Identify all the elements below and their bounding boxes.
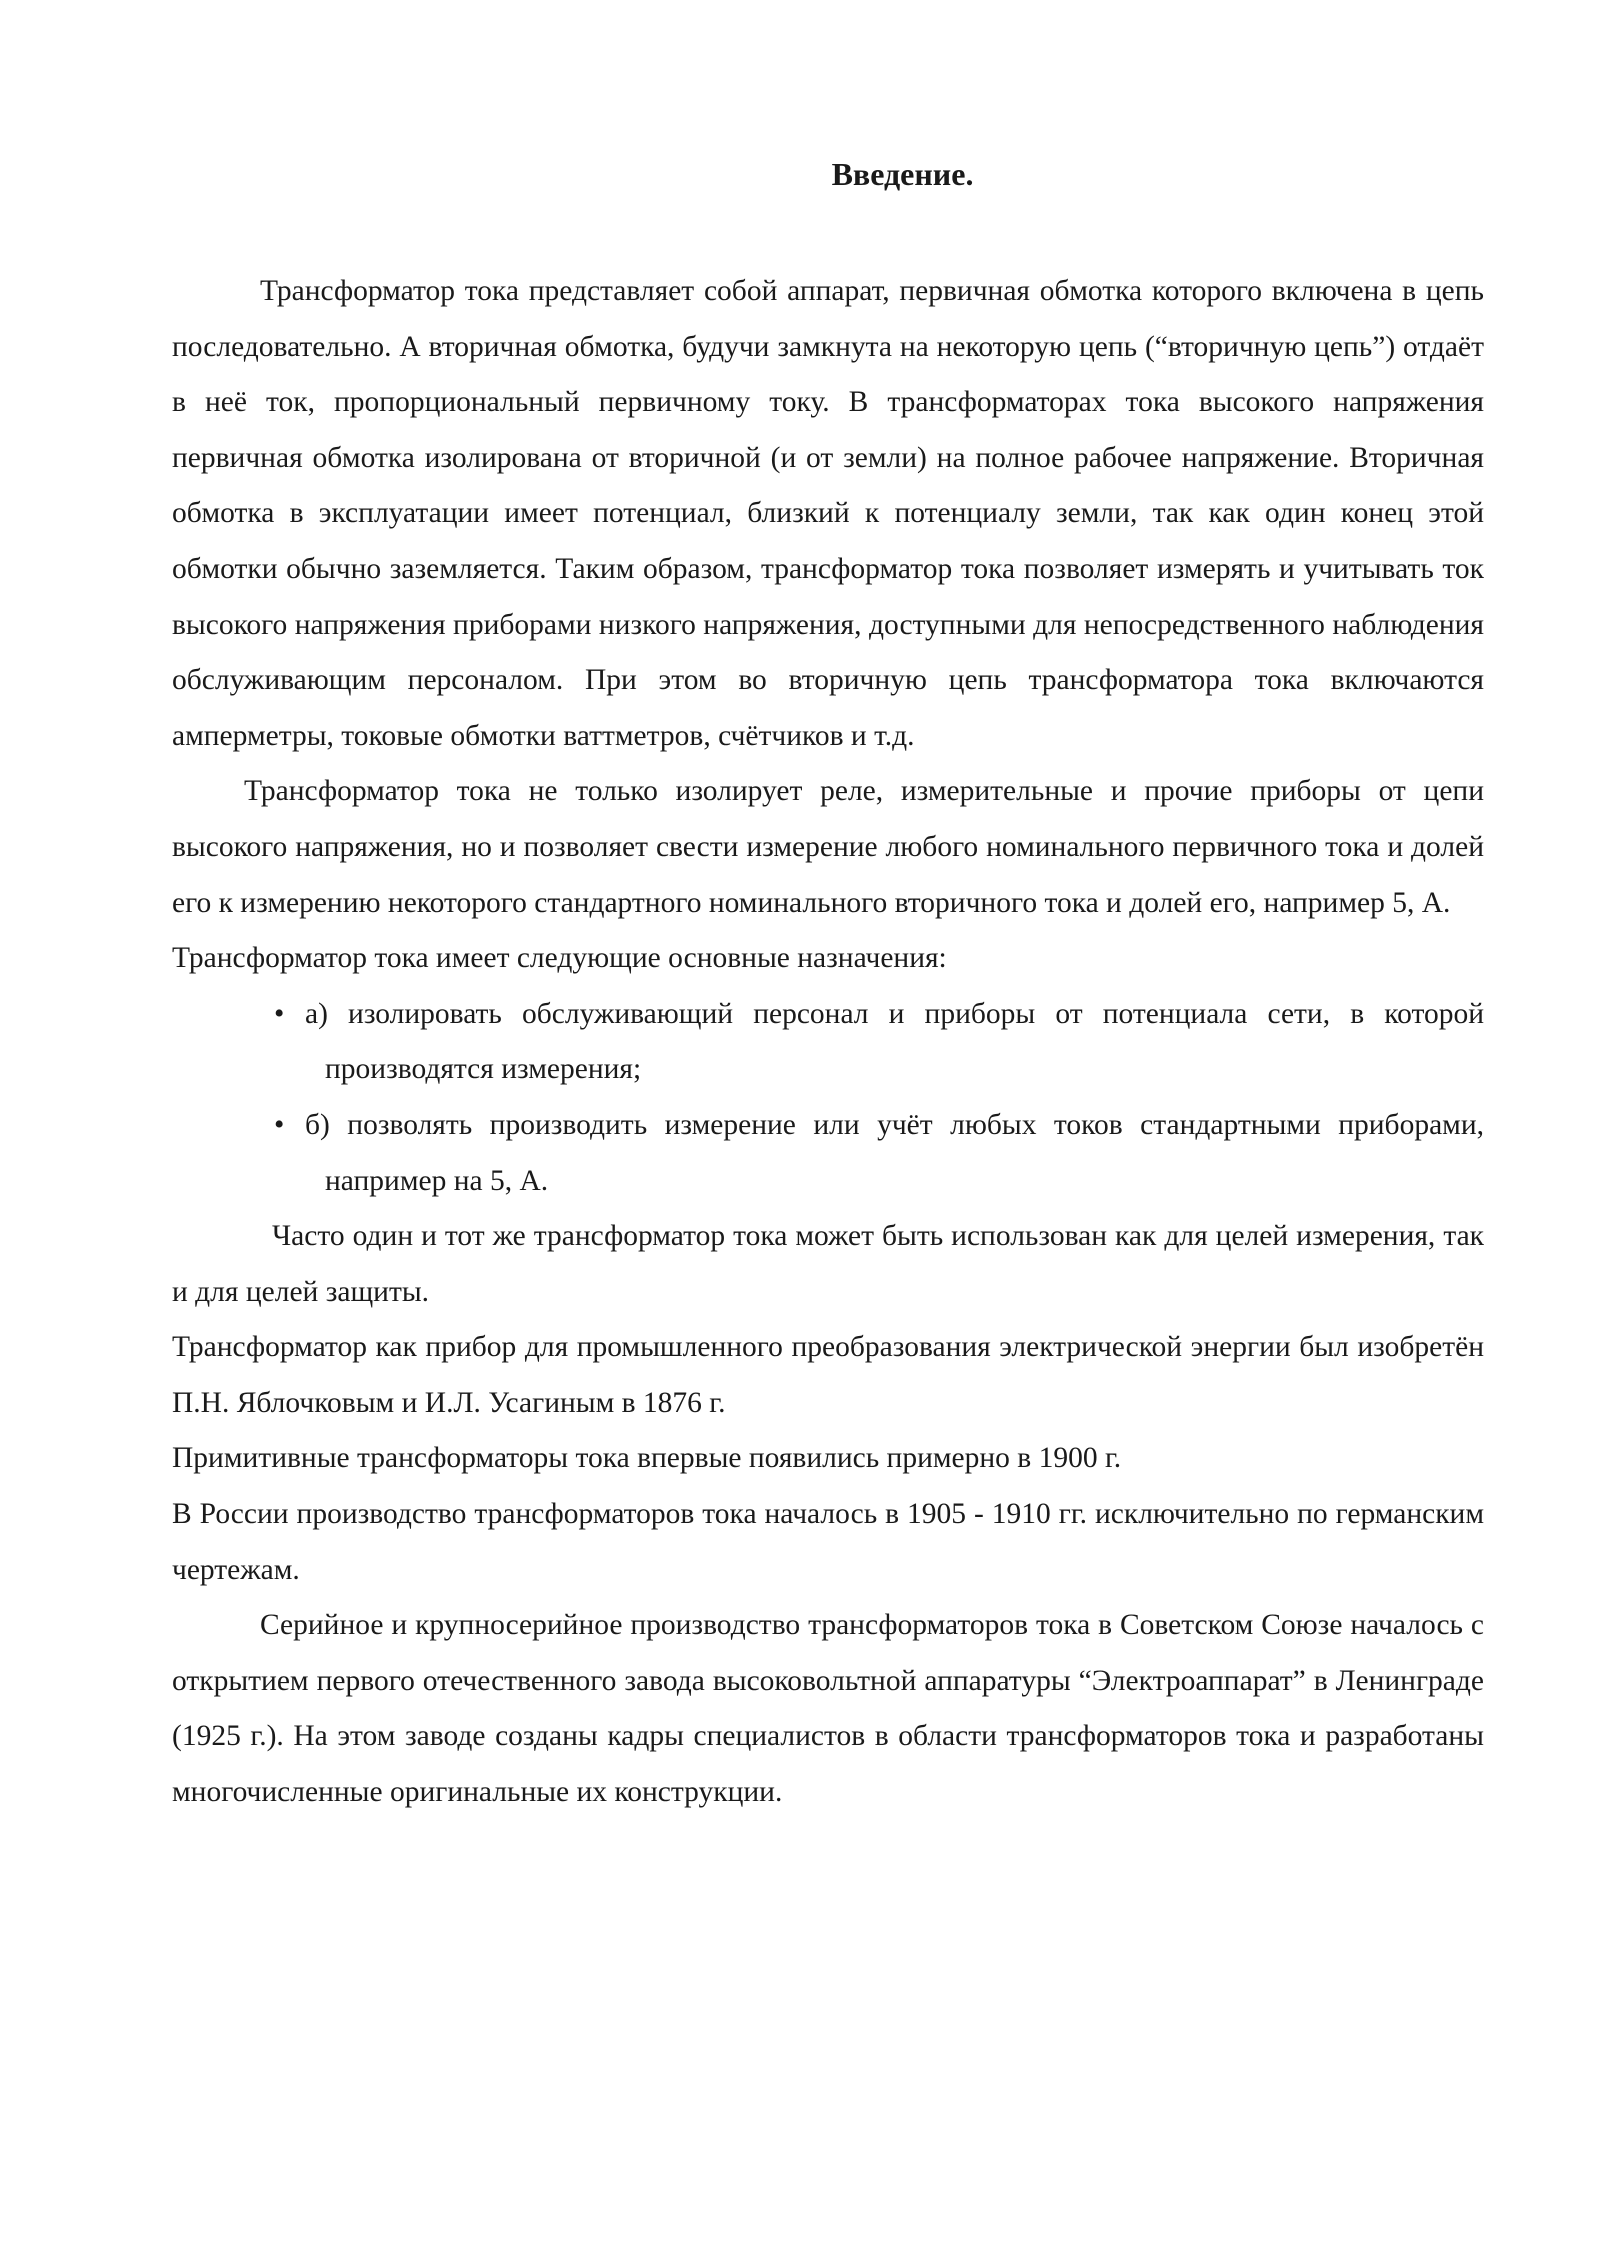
bullet-icon: •	[274, 1108, 285, 1141]
purpose-list	[172, 987, 1484, 1209]
list-item-text: а) изолировать обслуживающий персонал и приборы от потенциала сети, в которой производятся измерения;	[305, 997, 1484, 1086]
paragraph-6: Примитивные трансформаторы тока впервые появились примерно в 1900 г.	[172, 1442, 1122, 1475]
paragraph-4: Часто один и тот же трансформатор тока может быть использован как для целей измерения, так и для целей защиты.	[172, 1220, 1484, 1308]
paragraph-2: Трансформатор тока не только изолирует реле, измерительные и прочие приборы от цепи высокого напряжения, но и позволяет свести измерение любого номинального первичного тока и долей его к измерению некоторого стандартного номинального вторичного тока и долей его, например 5, А.	[172, 775, 1484, 919]
list-item	[172, 987, 1484, 1098]
paragraph-3: Трансформатор тока имеет следующие основные назначения:	[172, 942, 947, 975]
paragraph-1: Трансформатор тока представляет собой аппарат, первичная обмотка которого включена в цепь последовательно. А вторичная обмотка, будучи замкнута на некоторую цепь (“вторичную цепь”) отдаёт в неё ток, пропорциональный первичному току. В трансформаторах тока высокого напряжения первичная обмотка изолирована от вторичной (и от земли) на полное рабочее напряжение. Вторичная обмотка в эксплуатации имеет потенциал, близкий к потенциалу земли, так как один конец этой обмотки обычно заземляется. Таким образом, трансформатор тока позволяет измерять и учитывать ток высокого напряжения приборами низкого напряжения, доступными для непосредственного наблюдения обслуживающим персоналом. При этом во вторичную цепь трансформатора тока включаются амперметры, токовые обмотки ваттметров, счётчиков и т.д.	[172, 275, 1484, 752]
bullet-icon: •	[274, 997, 285, 1030]
paragraph-7: В России производство трансформаторов тока началось в 1905 - 1910 гг. исключительно по германским чертежам.	[172, 1498, 1484, 1586]
page-title: Введение.	[831, 156, 974, 192]
paragraph-8: Серийное и крупносерийное производство трансформаторов тока в Советском Союзе началось с открытием первого отечественного завода высоковольтной аппаратуры “Электроаппарат” в Ленинграде (1925 г.). На этом заводе созданы кадры специалистов в области трансформаторов тока и разработаны многочисленные оригинальные их конструкции.	[172, 1609, 1484, 1809]
list-item	[172, 1098, 1484, 1209]
list-item-text: б) позволять производить измерение или учёт любых токов стандартными приборами, например на 5, А.	[305, 1108, 1484, 1197]
document-body	[172, 264, 1484, 1821]
paragraph-5: Трансформатор как прибор для промышленного преобразования электрической энергии был изобретён П.Н. Яблочковым и И.Л. Усагиным в 1876 г.	[172, 1331, 1484, 1419]
